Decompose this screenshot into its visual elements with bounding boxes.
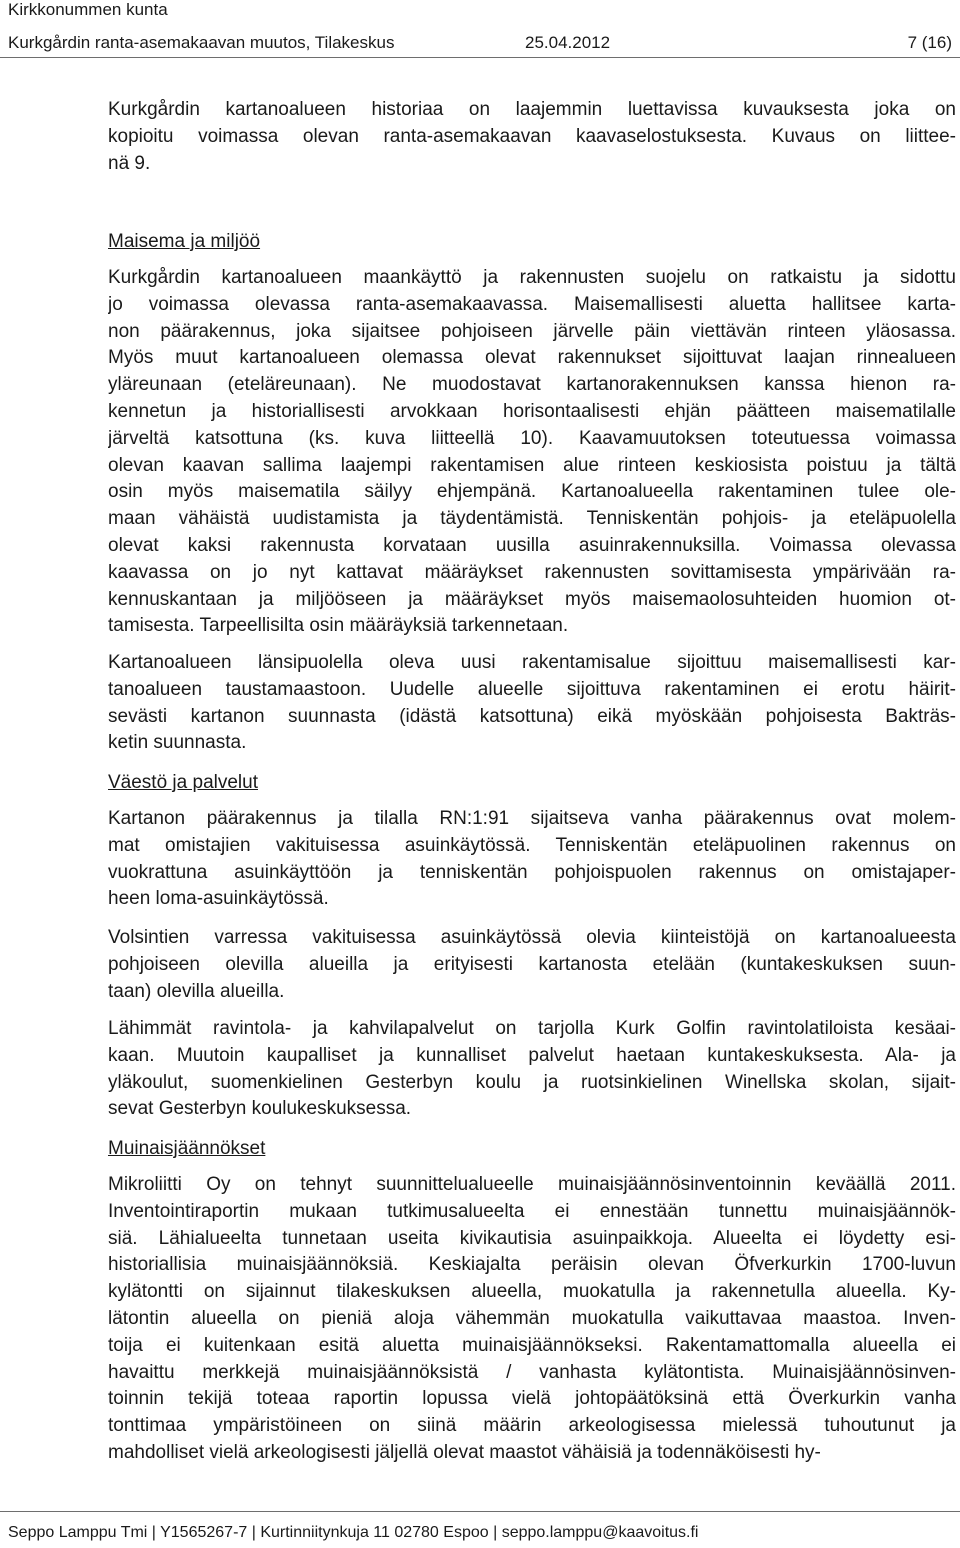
text-line: Inventointiraportin mukaan tutkimusalueelta ei ennestään tunnettu muinaisjäännök- [108, 1200, 956, 1222]
text-line: kaavassa on jo nyt kattavat määräykset rakennusten sovittamisesta ympärivään ra- [108, 561, 956, 583]
paragraph-lansi [108, 650, 956, 757]
paragraph-muinais [108, 1172, 956, 1467]
text-line: Kartanoalueen länsipuolella oleva uusi rakentamisalue sijoittuu maisemallisesti kar- [108, 652, 956, 673]
text-line: Kurkgårdin kartanoalueen maankäyttö ja rakennusten suojelu on ratkaistu ja sidottu [108, 267, 956, 288]
header-organization: Kirkkonummen kunta [8, 0, 168, 19]
text-line: olevan kaavan sallima laajempi rakentamisen alue rinteen keskiosista poistuu ja tältä [108, 454, 956, 476]
text-line: havaittu merkkejä muinaisjäännöksistä / vanhasta kylätontista. Muinaisjäännösinven- [108, 1361, 956, 1383]
text-line: jo voimassa olevassa ranta-asemakaavassa. Maisemallisesti aluetta hallitsee karta- [108, 293, 956, 315]
text-line: Mikroliitti Oy on tehnyt suunnittelualueelle muinaisjäännösinventoinnin keväällä 2011. [108, 1174, 956, 1195]
text-line: Myös muut kartanoalueen olemassa olevat rakennukset sijoittuvat laajan rinnealueen [108, 347, 956, 369]
heading-muinais: Muinaisjäännökset [108, 1138, 266, 1159]
text-line: tonttimaa ympäristöineen on siinä määrin arkeologisessa mielessä tuhoutunut ja [108, 1415, 956, 1437]
paragraph-vaesto-3 [108, 1016, 956, 1123]
text-line: nä 9. [108, 152, 151, 174]
heading-maisema: Maisema ja miljöö [108, 231, 261, 252]
header-page-number: 7 (16) [907, 33, 952, 52]
text-line: toija ei kuitenkaan esitä aluetta muinaisjäännökseksi. Rakentamattomalla alueella ei [108, 1334, 956, 1356]
text-line: kaan. Muutoin kaupalliset ja kunnalliset palvelut haetaan kuntakeskuksesta. Ala- ja [108, 1044, 956, 1066]
text-line: historiallisia muinaisjäännöksiä. Keskiajalta peräisin olevan Öfverkurkin 1700-luvun [108, 1254, 956, 1276]
text-line: tanoalueen taustamaastoon. Uudelle alueelle sijoittuva rakentaminen ei erotu häirit- [108, 678, 956, 700]
text-line: non päärakennus, joka sijaitsee pohjoiseen järvelle päin viettävän rinteen yläosassa. [108, 320, 956, 342]
text-line: toinnin tekijä toteaa raportin lopussa vielä johtopäätöksinä että Överkurkin vanha [108, 1388, 956, 1410]
text-line: taan) olevilla alueilla. [108, 980, 285, 1002]
text-line: tamisesta. Tarpeellisilta osin määräyksiä tarkennetaan. [108, 615, 569, 637]
text-line: heen loma-asuinkäytössä. [108, 888, 329, 910]
text-line: pohjoiseen olevilla alueilla ja erityisesti kartanosta etelään (kuntakeskuksen suun- [108, 953, 956, 975]
text-line: siä. Lähialueelta tunnetaan useita kivikautisia asuinpaikkoja. Alueelta ei löydetty esi- [108, 1227, 956, 1249]
footer-divider [0, 1511, 960, 1512]
paragraph-maisema [108, 265, 956, 640]
paragraph-vaesto-2 [108, 925, 956, 1005]
text-line: vuokrattuna asuinkäyttöön ja tenniskentän pohjoispuolen rakennus on omistajaper- [108, 861, 956, 883]
text-line: ketin suunnasta. [108, 732, 247, 754]
text-line: järveltä katsottuna (ks. kuva liitteellä 10). Kaavamuutoksen toteutuessa voimassa [108, 427, 956, 449]
header-document-title: Kurkgårdin ranta-asemakaavan muutos, Tilakeskus [8, 33, 395, 52]
text-line: mahdolliset vielä arkeologisesti jäljellä olevat maastot vähäisiä ja todennäköisesti hy- [108, 1441, 821, 1463]
text-line: maan vähäistä uudistamista ja täydentämistä. Tenniskentän pohjois- ja eteläpuolella [108, 508, 956, 530]
text-line: lätontin alueella on pieniä aloja vähemmän muokatulla vaikuttavaa maastoa. Inven- [108, 1307, 956, 1329]
text-line: Kurkgårdin kartanoalueen historiaa on laajemmin luettavissa kuvauksesta joka on [108, 99, 956, 120]
paragraph-intro [108, 97, 956, 177]
text-line: osin myös maisematila säilyy ehjempänä. Kartanoalueella rakentaminen tulee ole- [108, 481, 956, 503]
text-line: sevästi kartanon suunnasta (idästä katsottuna) eikä myöskään pohjoisesta Bakträs- [108, 705, 956, 727]
text-line: Lähimmät ravintola- ja kahvilapalvelut on tarjolla Kurk Golfin ravintolatiloista kesäai- [108, 1018, 956, 1039]
text-line: olevat kaksi rakennusta korvataan uusilla asuinrakennuksilla. Voimassa olevassa [108, 534, 956, 556]
paragraph-vaesto-1 [108, 806, 956, 913]
text-line: kennetun ja historiallisesti arvokkaan horisontaalisesti ehjän päätteen maisematilalle [108, 400, 956, 422]
text-line: kennuskantaan ja miljööseen ja määräykset myös maisemaolosuhteiden huomion ot- [108, 588, 956, 610]
heading-vaesto: Väestö ja palvelut [108, 772, 258, 793]
header-divider [0, 57, 960, 58]
text-line: Kartanon päärakennus ja tilalla RN:1:91 sijaitseva vanha päärakennus ovat molem- [108, 808, 956, 829]
header-date: 25.04.2012 [525, 33, 611, 52]
text-line: sevat Gesterbyn koulukeskuksessa. [108, 1098, 412, 1120]
footer-contact: Seppo Lamppu Tmi | Y1565267-7 | Kurtinniitynkuja 11 02780 Espoo | seppo.lamppu@kaavoitus.fi [8, 1524, 699, 1541]
text-line: kopioitu voimassa olevan ranta-asemakaavan kaavaselostuksesta. Kuvaus on liittee- [108, 125, 956, 147]
text-line: Volsintien varressa vakituisessa asuinkäytössä olevia kiinteistöjä on kartanoalueesta [108, 927, 956, 948]
text-line: yläkoulut, suomenkielinen Gesterbyn koulu ja ruotsinkielinen Winellska skolan, sijait- [108, 1071, 956, 1093]
text-line: yläreunaan (eteläreunaan). Ne muodostavat kartanorakennuksen kanssa hienon ra- [108, 374, 956, 396]
text-line: mat omistajien vakituisessa asuinkäytössä. Tenniskentän eteläpuolinen rakennus on [108, 834, 956, 856]
text-line: kylätontti on sijainnut tilakeskuksen alueella, muokatulla ja rakennetulla alueella. Ky- [108, 1281, 956, 1303]
